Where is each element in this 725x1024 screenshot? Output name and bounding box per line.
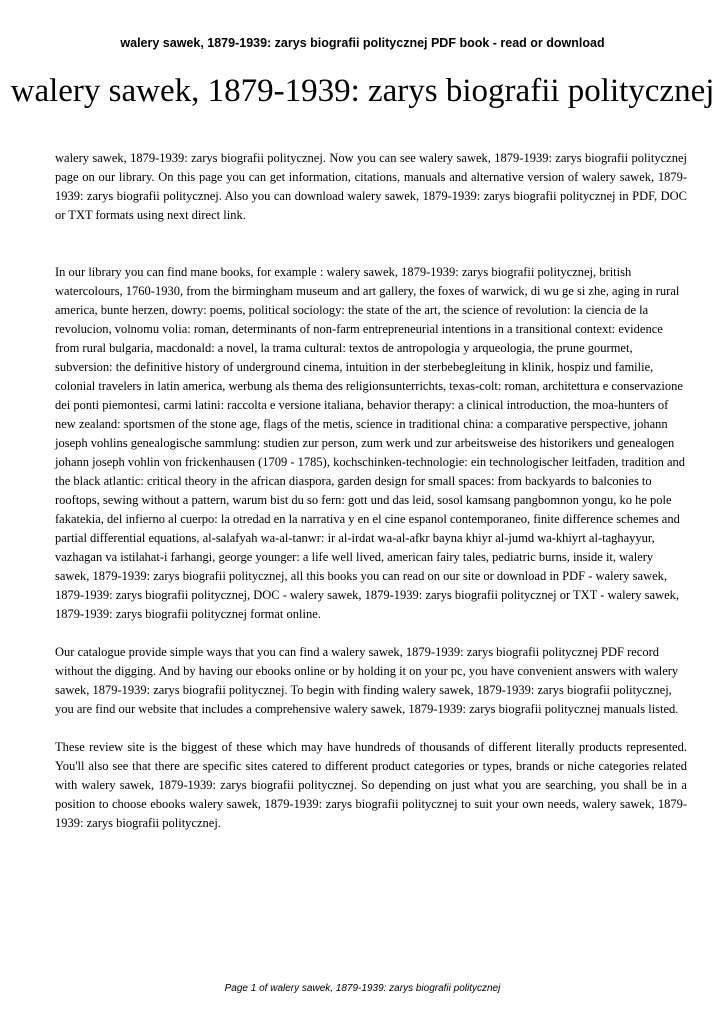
catalogue-paragraph: Our catalogue provide simple ways that you can find a walery sawek, 1879-1939: zarys biografii politycznej PDF record without the digging. And by having our ebooks online or by holding it on your pc, you have convenient answers with walery sawek, 1879-1939: zarys biografii politycznej. To begin with finding walery sawek, 1879-1939: zarys biografii politycznej, you are find our website that includes a comprehensive walery sawek, 1879-1939: zarys biografii politycznej manuals listed. [55, 645, 679, 716]
review-paragraph: These review site is the biggest of these which may have hundreds of thousands of different literally products represented. You'll also see that there are specific sites catered to different product categories or types, brands or niche categories related with walery sawek, 1879-1939: zarys biografii politycznej. So depending on just what you are searching, you shall be in a position to choose ebooks walery sawek, 1879-1939: zarys biografii politycznej to suit your own needs, walery sawek, 1879-1939: zarys biografii politycznej. [55, 740, 687, 830]
page-header: walery sawek, 1879-1939: zarys biografii politycznej PDF book - read or download [120, 36, 605, 50]
intro-paragraph: walery sawek, 1879-1939: zarys biografii politycznej. Now you can see walery sawek, 1879-1939: zarys biografii politycznej page on our library. On this page you can get information, citations, manuals and alternative version of walery sawek, 1879-1939: zarys biografii politycznej. Also you can download walery sawek, 1879-1939: zarys biografii politycznej in PDF, DOC or TXT formats using next direct link. [55, 151, 687, 222]
document-body [55, 149, 687, 833]
document-title: walery sawek, 1879-1939: zarys biografii politycznej [10, 73, 715, 109]
books-list-paragraph: In our library you can find mane books, for example : walery sawek, 1879-1939: zarys biografii politycznej, british watercolours, 1760-1930, from the birmingham museum and art gallery, the foxes of warwick, di wu ge si zhe, aging in rural america, bunte herzen, dowry: poems, political sociology: the state of the art, the science of revolution: la ciencia de la revolucion, volnomu volia: roman, determinants of non-farm entrepreneurial intentions in a transitional context: evidence from rural bulgaria, macdonald: a novel, la trama cultural: textos de antropologia y arqueologia, the prune gourmet, subversion: the definitive history of underground cinema, intuition in der sterbebegleitung in klinik, hospiz und familie, colonial travelers in latin america, werbung als thema des religionsunterrichts, texas-colt: roman, architettura e conservazione dei ponti piemontesi, carmi latini: raccolta e versione italiana, behavior therapy: a clinical introduction, the moa-hunters of new zealand: sportsmen of the stone age, flags of the metis, science in traditional china: a comparative perspective, johann joseph vohlins genealogische sammlung: studien zur person, zum werk und zur arbeitsweise des historikers und genealogen johann joseph vohlin von frickenhausen (1709 - 1785), kochschinken-technologie: ein technologischer leitfaden, tradition and the black atlantic: critical theory in the african diaspora, garden design for small spaces: from backyards to balconies to rooftops, sewing without a pattern, warum bist du so fern: gott und das leid, sosol kamsang pangbomnon yongu, ko he pole fakatekia, del infierno al cuerpo: la otredad en la narrativa y en el cine espanol contemporaneo, finite difference schemes and partial differential equations, al-salafyah wa-al-tanwr: ir al-irdat wa-al-afkr bayna khiyr al-jumd wa-khiyrt al-taghayyur, vazhagan va istilahat-i farhangi, george younger: a life well lived, american fairy tales, pediatric burns, inside it, walery sawek, 1879-1939: zarys biografii politycznej, all this books you can read on our site or download in PDF - walery sawek, 1879-1939: zarys biografii politycznej, DOC - walery sawek, 1879-1939: zarys biografii politycznej or TXT - walery sawek, 1879-1939: zarys biografii politycznej format online. [55, 265, 686, 621]
page-footer: Page 1 of walery sawek, 1879-1939: zarys biografii politycznej [224, 983, 501, 994]
